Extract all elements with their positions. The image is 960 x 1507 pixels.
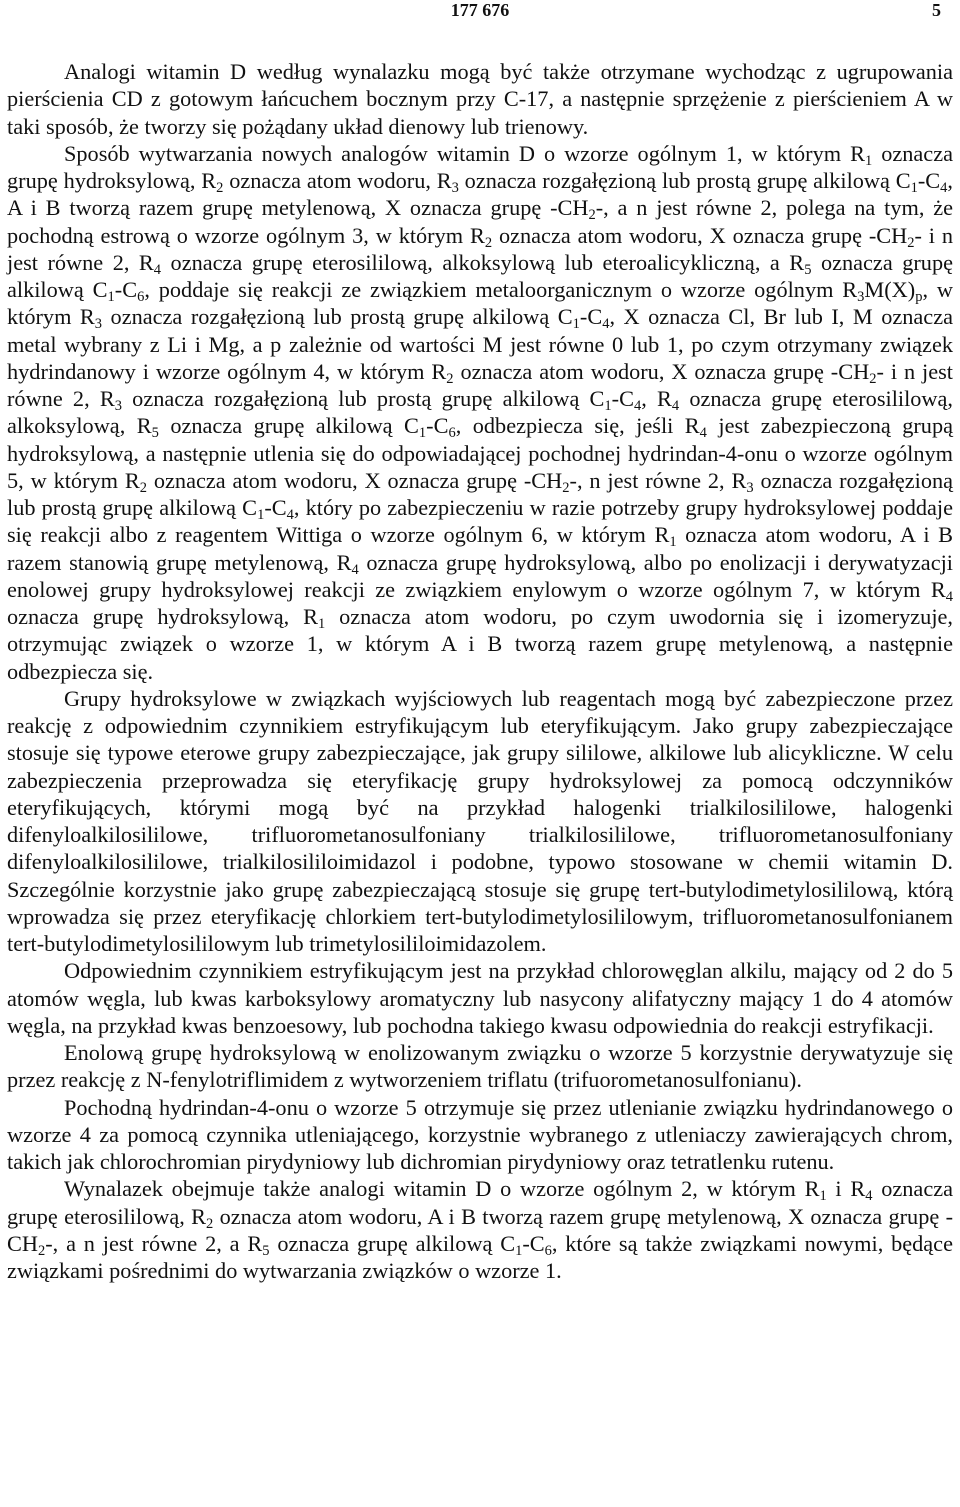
- body-text: [7, 58, 953, 1284]
- subscript: 3: [94, 316, 103, 333]
- subscript: 6: [137, 289, 145, 306]
- text-run: oznacza grupę hydroksylową, albo po enolizacji i derywatyzacji enolowej grupy hydroksylowej reakcji ze związkiem enylowym o wzorze ogólnym 7, w którym R: [7, 549, 953, 602]
- text-run: oznacza grupę eterosililową, R: [7, 1176, 954, 1229]
- text-run: Wynalazek obejmuje także analogi witamin D o wzorze ogólnym 2, w którym R: [64, 1176, 820, 1202]
- subscript: 3: [451, 180, 459, 197]
- text-run: oznacza atom wodoru, X oznacza grupę -CH: [147, 467, 563, 493]
- subscript: 2: [37, 1242, 46, 1259]
- subscript: 1: [572, 316, 580, 333]
- text-run: Grupy hydroksylowe w związkach wyjściowych lub reagentach mogą być zabezpieczone przez reakcję z odpowiednim czynnikiem estryfikującym lub eteryfikującym. Jako grupy zabezpieczające stosuje się typowe eterowe grupy zabezpieczające, jak grupy sililowe, alkilowe lub alicykliczne. W celu zabezpieczenia przeprowadza się eteryfikację grupy hydroksylowej za pomocą odczynników eteryfikujących, którymi mogą być na przykład halogenki trialkilosililowe, halogenki difenyloalkilosililowe, trifluorometanosulfoniany trialkilosililowe, trifluorometanosulfoniany difenyloalkilosililowe, trialkilosililoimidazol i podobne, typowo stosowane w chemii witamin D. Szczególnie korzystnie jako grupę zabezpieczającą stosuje się grupę tert-butylodimetylosililową, którą wprowadza się przez eteryfikację chlorkiem tert-butylodimetylosililowym, trifluorometanosulfonianem tert-butylodimetylosililowym lub trimetylosililoimidazolem.: [7, 685, 953, 956]
- subscript: 5: [262, 1242, 270, 1259]
- text-run: -, a n jest równe 2, a R: [45, 1230, 263, 1256]
- text-run: , odbezpiecza się, jeśli R: [455, 413, 700, 439]
- text-run: oznacza atom wodoru, X oznacza grupę -CH: [453, 358, 870, 384]
- subscript: 1: [418, 425, 427, 442]
- text-run: , w którym R: [7, 277, 953, 330]
- text-run: oznacza grupę alkilową C: [7, 249, 953, 302]
- subscript: 2: [216, 180, 224, 197]
- text-run: -C: [522, 1230, 545, 1256]
- subscript: 4: [940, 180, 948, 197]
- text-run: , poddaje się reakcji ze związkiem metaloorganicznym o wzorze ogólnym R: [144, 277, 858, 302]
- text-run: Enolową grupę hydroksylową w enolizowanym związku o wzorze 5 korzystnie derywatyzuje się przez reakcję z N-fenylotriflimidem z wytworzeniem triflatu (trifuorometanosulfonianu).: [7, 1040, 953, 1093]
- subscript: 1: [604, 398, 612, 415]
- subscript: 4: [945, 588, 953, 605]
- text-run: Analogi witamin D według wynalazku mogą być także otrzymane wychodząc z ugrupowania pierścienia CD z gotowym łańcuchem bocznym przy C-17, a następnie sprzężenie z pierścieniem A w taki sposób, że tworzy się pożądany układ dienowy lub trienowy.: [7, 59, 953, 139]
- text-run: -C: [264, 495, 287, 520]
- subscript: 1: [819, 1188, 827, 1205]
- text-run: -, a n jest równe 2, polega na tym, że pochodną estrową o wzorze ogólnym 3, w którym R: [7, 195, 953, 248]
- subscript: 4: [699, 425, 707, 442]
- text-run: oznacza atom wodoru, A i B tworzą razem grupę metylenową, X oznacza grupę -CH: [7, 1203, 953, 1256]
- subscript: 2: [588, 207, 596, 224]
- text-run: , które są także związkami nowymi, będące związkami pośrednimi do wytwarzania związków o wzorze 1.: [7, 1230, 953, 1283]
- subscript: 1: [515, 1242, 523, 1259]
- subscript: 4: [633, 398, 642, 415]
- subscript: p: [915, 289, 923, 306]
- subscript: 4: [865, 1188, 873, 1205]
- document-number: 177 676: [450, 0, 510, 20]
- subscript: 1: [669, 534, 677, 551]
- page-header: [7, 0, 953, 30]
- text-run: oznacza grupę alkilową C: [269, 1230, 516, 1256]
- subscript: 2: [484, 234, 493, 251]
- paragraph: [7, 140, 953, 685]
- text-run: oznacza rozgałęzioną lub prostą grupę alkilową C: [7, 467, 954, 520]
- subscript: 1: [910, 180, 918, 197]
- subscript: 3: [746, 479, 754, 496]
- paragraph: [7, 1094, 953, 1176]
- text-run: - i n jest równe 2, R: [7, 358, 953, 411]
- subscript: 2: [869, 370, 877, 387]
- subscript: 4: [602, 316, 610, 333]
- subscript: 4: [153, 261, 162, 278]
- subscript: 1: [318, 616, 326, 633]
- text-run: -C: [426, 413, 449, 439]
- subscript: 1: [864, 152, 873, 169]
- subscript: 3: [114, 398, 122, 415]
- subscript: 2: [907, 234, 915, 251]
- paragraph: [7, 957, 953, 1039]
- text-run: oznacza atom wodoru, po czym uwodornia się i izomeryzuje, otrzymując związek o wzorze 1, w którym A i B tworzą razem grupę metylenową, a następnie odbezpiecza się.: [7, 604, 953, 684]
- text-run: , A i B tworzą razem grupę metylenową, X oznacza grupę -CH: [7, 168, 953, 221]
- text-run: , R: [641, 386, 672, 411]
- subscript: 1: [257, 507, 265, 524]
- text-run: -C: [917, 168, 941, 193]
- text-run: Sposób wytwarzania nowych analogów witamin D o wzorze ogólnym 1, w którym R: [64, 140, 865, 166]
- subscript: 2: [562, 479, 570, 496]
- text-run: oznacza rozgałęzioną lub prostą grupę alkilową C: [121, 386, 605, 411]
- subscript: 4: [351, 561, 359, 578]
- paragraph: [7, 685, 953, 958]
- text-run: oznacza rozgałęzioną lub prostą grupę alkilową C: [458, 168, 911, 193]
- subscript: 2: [206, 1215, 214, 1232]
- paragraph: [7, 1175, 953, 1284]
- page-number: 5: [932, 0, 941, 20]
- text-run: oznacza grupę alkilową C: [158, 413, 419, 439]
- paragraph: [7, 1039, 953, 1094]
- subscript: 4: [671, 398, 680, 415]
- text-run: M(X): [864, 277, 916, 302]
- subscript: 3: [857, 289, 865, 306]
- text-run: oznacza atom wodoru, R: [223, 168, 452, 193]
- text-run: oznacza atom wodoru, X oznacza grupę -CH: [492, 222, 908, 248]
- text-run: jest zabezpieczoną grupą hydroksylową, a następnie utlenia się do odpowiadającej pochodnej hydrindan-4-onu o wzorze ogólnym 5, w którym R: [7, 413, 953, 493]
- text-run: oznacza grupę hydroksylową, R: [7, 140, 953, 193]
- subscript: 6: [448, 425, 456, 442]
- subscript: 5: [151, 425, 159, 442]
- text-run: -, n jest równe 2, R: [569, 467, 747, 493]
- text-run: - i n jest równe 2, R: [7, 222, 953, 275]
- subscript: 6: [544, 1242, 552, 1259]
- text-run: -C: [611, 386, 634, 411]
- text-run: -C: [579, 304, 603, 330]
- text-run: Odpowiednim czynnikiem estryfikującym jest na przykład chlorowęglan alkilu, mający od 2 do 5 atomów węgla, lub kwas karboksylowy aromatyczny lub nasycony alifatyczny mający 1 do 4 atomów węgla, na przykład kwas benzoesowy, lub pochodna takiego kwasu odpowiednia do reakcji estryfikacji.: [7, 958, 953, 1038]
- text-run: i R: [826, 1176, 866, 1202]
- text-run: oznacza grupę eterosililową, alkoksylową, R: [7, 386, 953, 439]
- subscript: 1: [107, 289, 115, 306]
- subscript: 4: [286, 507, 294, 524]
- text-run: , X oznacza Cl, Br lub I, M oznacza metal wybrany z Li i Mg, a p zależnie od wartości M jest równe 0 lub 1, po czym otrzymany związek hydrindanowy i wzorze ogólnym 4, w którym R: [7, 304, 953, 384]
- subscript: 5: [804, 261, 812, 278]
- text-run: , który po zabezpieczeniu w razie potrzeby grupy hydroksylowej poddaje się reakcji albo z reagentem Wittiga o wzorze ogólnym 6, w którym R: [7, 495, 953, 548]
- subscript: 2: [446, 370, 454, 387]
- text-run: oznacza grupę eterosililową, alkoksylową lub eteroalicykliczną, a R: [161, 249, 805, 275]
- text-run: -C: [114, 277, 138, 302]
- paragraph: [7, 58, 953, 140]
- subscript: 2: [139, 479, 147, 496]
- text-run: oznacza atom wodoru, A i B razem stanowią grupę metylenową, R: [7, 522, 953, 575]
- text-run: oznacza rozgałęzioną lub prostą grupę alkilową C: [102, 304, 573, 330]
- text-run: Pochodną hydrindan-4-onu o wzorze 5 otrzymuje się przez utlenianie związku hydrindanowego o wzorze 4 za pomocą czynnika utleniającego, korzystnie wybranego z utleniaczy zawierających chrom, takich jak chlorochromian pirydyniowy lub dichromian pirydyniowy oraz tetratlenku rutenu.: [7, 1094, 953, 1174]
- text-run: oznacza grupę hydroksylową, R: [7, 604, 318, 629]
